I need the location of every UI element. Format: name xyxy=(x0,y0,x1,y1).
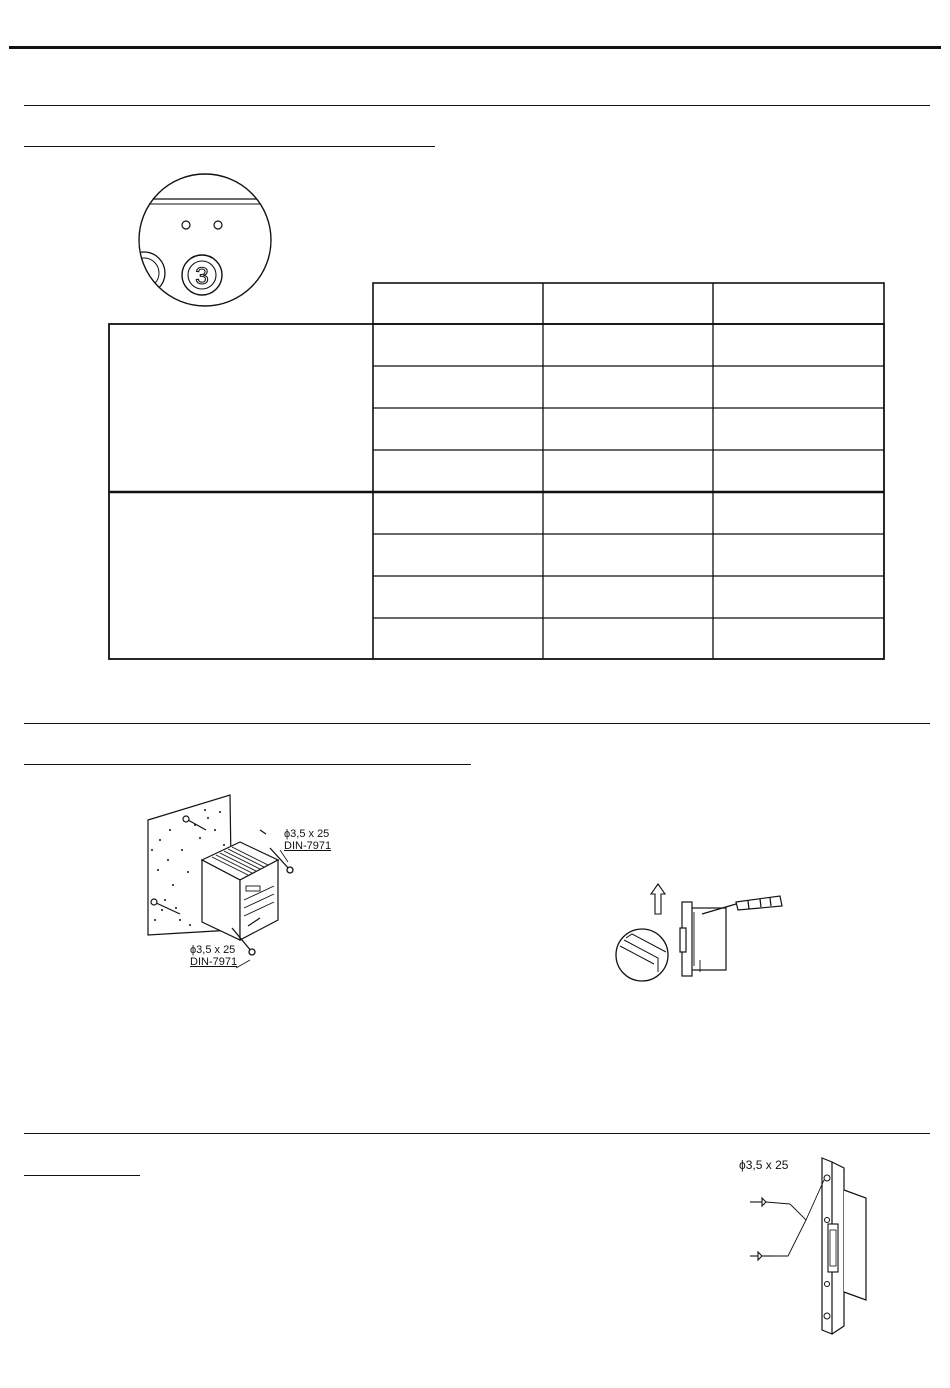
section-2-heading-underline xyxy=(24,764,471,765)
screw-standard-label: DIN-7971 xyxy=(190,956,238,968)
screw-standard-label: DIN-7971 xyxy=(284,840,332,852)
section-2-divider xyxy=(24,723,930,724)
section-3-heading-underline xyxy=(24,1175,140,1176)
electric-lock-illustration xyxy=(740,1150,880,1340)
section-1-heading-underline xyxy=(24,146,435,147)
header-rule xyxy=(9,46,941,49)
din-rail-removal-illustration xyxy=(610,880,790,990)
configuration-table xyxy=(108,282,886,662)
module-number-badge: 3 xyxy=(195,263,209,290)
screw-size-label: ϕ3,5 x 25 xyxy=(190,944,236,956)
lock-screw-size-label: ϕ3,5 x 25 xyxy=(739,1158,789,1172)
section-3-divider xyxy=(24,1133,930,1134)
led-indicator xyxy=(182,221,190,229)
led-indicator xyxy=(214,221,222,229)
section-1-divider xyxy=(24,105,930,106)
wall-mount-illustration xyxy=(140,790,350,970)
screw-size-label: ϕ3,5 x 25 xyxy=(284,828,330,840)
